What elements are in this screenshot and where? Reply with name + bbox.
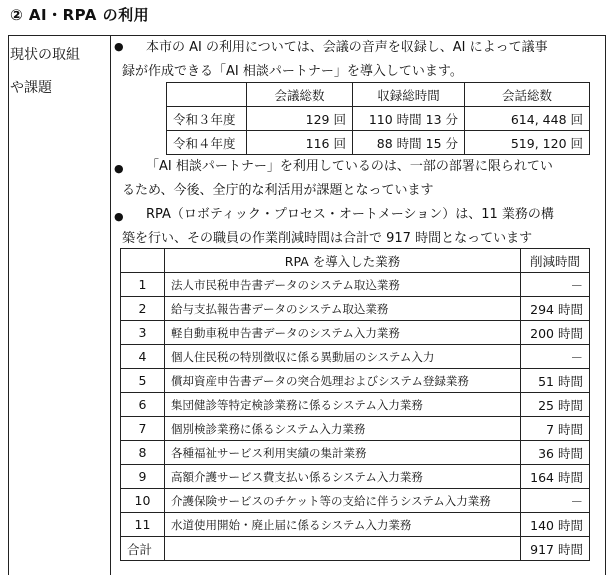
reduced-hours: － — [521, 273, 590, 297]
column-divider — [110, 36, 111, 575]
table-header-cell: 会議総数 — [247, 83, 353, 107]
table-cell: 令和４年度 — [167, 131, 247, 155]
table-header-row — [167, 83, 590, 107]
task-name: 高額介護サービス費支払い係るシステム入力業務 — [165, 465, 521, 489]
table-row — [121, 441, 590, 465]
table-row — [167, 107, 590, 131]
reduced-hours: 140 時間 — [521, 513, 590, 537]
row-number: 3 — [121, 321, 165, 345]
task-name: 水道使用開始・廃止届に係るシステム入力業務 — [165, 513, 521, 537]
table-row — [121, 297, 590, 321]
row-number: 2 — [121, 297, 165, 321]
reduced-hours: 36 時間 — [521, 441, 590, 465]
table-row — [121, 513, 590, 537]
task-name: 軽自動車税申告書データのシステム入力業務 — [165, 321, 521, 345]
paragraph-line: 録が作成できる「AI 相談パートナー」を導入しています。 — [122, 64, 463, 79]
table-row — [167, 131, 590, 155]
row-number: 7 — [121, 417, 165, 441]
table-row — [121, 321, 590, 345]
reduced-hours: － — [521, 345, 590, 369]
table-row — [121, 465, 590, 489]
rpa-tasks-table — [120, 248, 590, 561]
table-cell: 614, 448 回 — [465, 107, 590, 131]
table-cell — [165, 537, 521, 561]
task-name: 個人住民税の特別徴収に係る異動届のシステム入力 — [165, 345, 521, 369]
table-row — [121, 489, 590, 513]
side-label-line-2: や課題 — [10, 80, 52, 96]
table-row — [121, 393, 590, 417]
table-header-cell — [167, 83, 247, 107]
row-number: 5 — [121, 369, 165, 393]
bullet-icon: ● — [114, 162, 124, 175]
bullet-paragraph-3 — [122, 203, 598, 251]
table-header-cell: 会話総数 — [465, 83, 590, 107]
paragraph-line: RPA（ロボティック・プロセス・オートメーション）は、11 業務の構 — [146, 207, 554, 222]
task-name: 給与支払報告書データのシステム取込業務 — [165, 297, 521, 321]
table-cell: 129 回 — [247, 107, 353, 131]
task-name: 各種福祉サービス利用実績の集計業務 — [165, 441, 521, 465]
table-row — [121, 345, 590, 369]
paragraph-line: 本市の AI の利用については、会議の音声を収録し、AI によって議事 — [146, 40, 548, 55]
total-value: 917 時間 — [521, 537, 590, 561]
bullet-icon: ● — [114, 210, 124, 223]
table-header-cell: 収録総時間 — [353, 83, 465, 107]
bullet-icon: ● — [114, 40, 124, 53]
task-name: 介護保険サービスのチケット等の支給に伴うシステム入力業務 — [165, 489, 521, 513]
section-heading: ② AI・RPA の利用 — [10, 6, 150, 24]
table-cell: 88 時間 15 分 — [353, 131, 465, 155]
task-name: 集団健診等特定検診業務に係るシステム入力業務 — [165, 393, 521, 417]
paragraph-line: るため、今後、全庁的な利活用が課題となっています — [122, 183, 434, 198]
paragraph-line: 「AI 相談パートナー」を利用しているのは、一部の部署に限られてい — [146, 159, 553, 174]
task-name: 個別検診業務に係るシステム入力業務 — [165, 417, 521, 441]
table-total-row — [121, 537, 590, 561]
total-label: 合計 — [121, 537, 165, 561]
table-row — [121, 273, 590, 297]
bullet-paragraph-1 — [122, 36, 598, 84]
reduced-hours: 200 時間 — [521, 321, 590, 345]
row-number: 8 — [121, 441, 165, 465]
table-cell: 519, 120 回 — [465, 131, 590, 155]
table-cell: 令和３年度 — [167, 107, 247, 131]
table-header-cell — [121, 249, 165, 273]
rpa-table-body — [121, 273, 590, 537]
task-name: 償却資産申告書データの突合処理およびシステム登録業務 — [165, 369, 521, 393]
table-header-row — [121, 249, 590, 273]
reduced-hours: 7 時間 — [521, 417, 590, 441]
table-cell: 110 時間 13 分 — [353, 107, 465, 131]
table-header-cell: RPA を導入した業務 — [165, 249, 521, 273]
reduced-hours: 51 時間 — [521, 369, 590, 393]
side-label-line-1: 現状の取組 — [10, 47, 80, 63]
task-name: 法人市民税申告書データのシステム取込業務 — [165, 273, 521, 297]
row-number: 1 — [121, 273, 165, 297]
table-cell: 116 回 — [247, 131, 353, 155]
paragraph-line: 築を行い、その職員の作業削減時間は合計で 917 時間となっています — [122, 231, 533, 246]
row-number: 6 — [121, 393, 165, 417]
bullet-paragraph-2 — [122, 155, 598, 203]
row-number: 4 — [121, 345, 165, 369]
table-row — [121, 417, 590, 441]
table-row — [121, 369, 590, 393]
reduced-hours: － — [521, 489, 590, 513]
row-number: 10 — [121, 489, 165, 513]
ai-usage-table — [166, 82, 590, 155]
row-number: 9 — [121, 465, 165, 489]
table-header-cell: 削減時間 — [521, 249, 590, 273]
reduced-hours: 25 時間 — [521, 393, 590, 417]
row-number: 11 — [121, 513, 165, 537]
reduced-hours: 294 時間 — [521, 297, 590, 321]
reduced-hours: 164 時間 — [521, 465, 590, 489]
